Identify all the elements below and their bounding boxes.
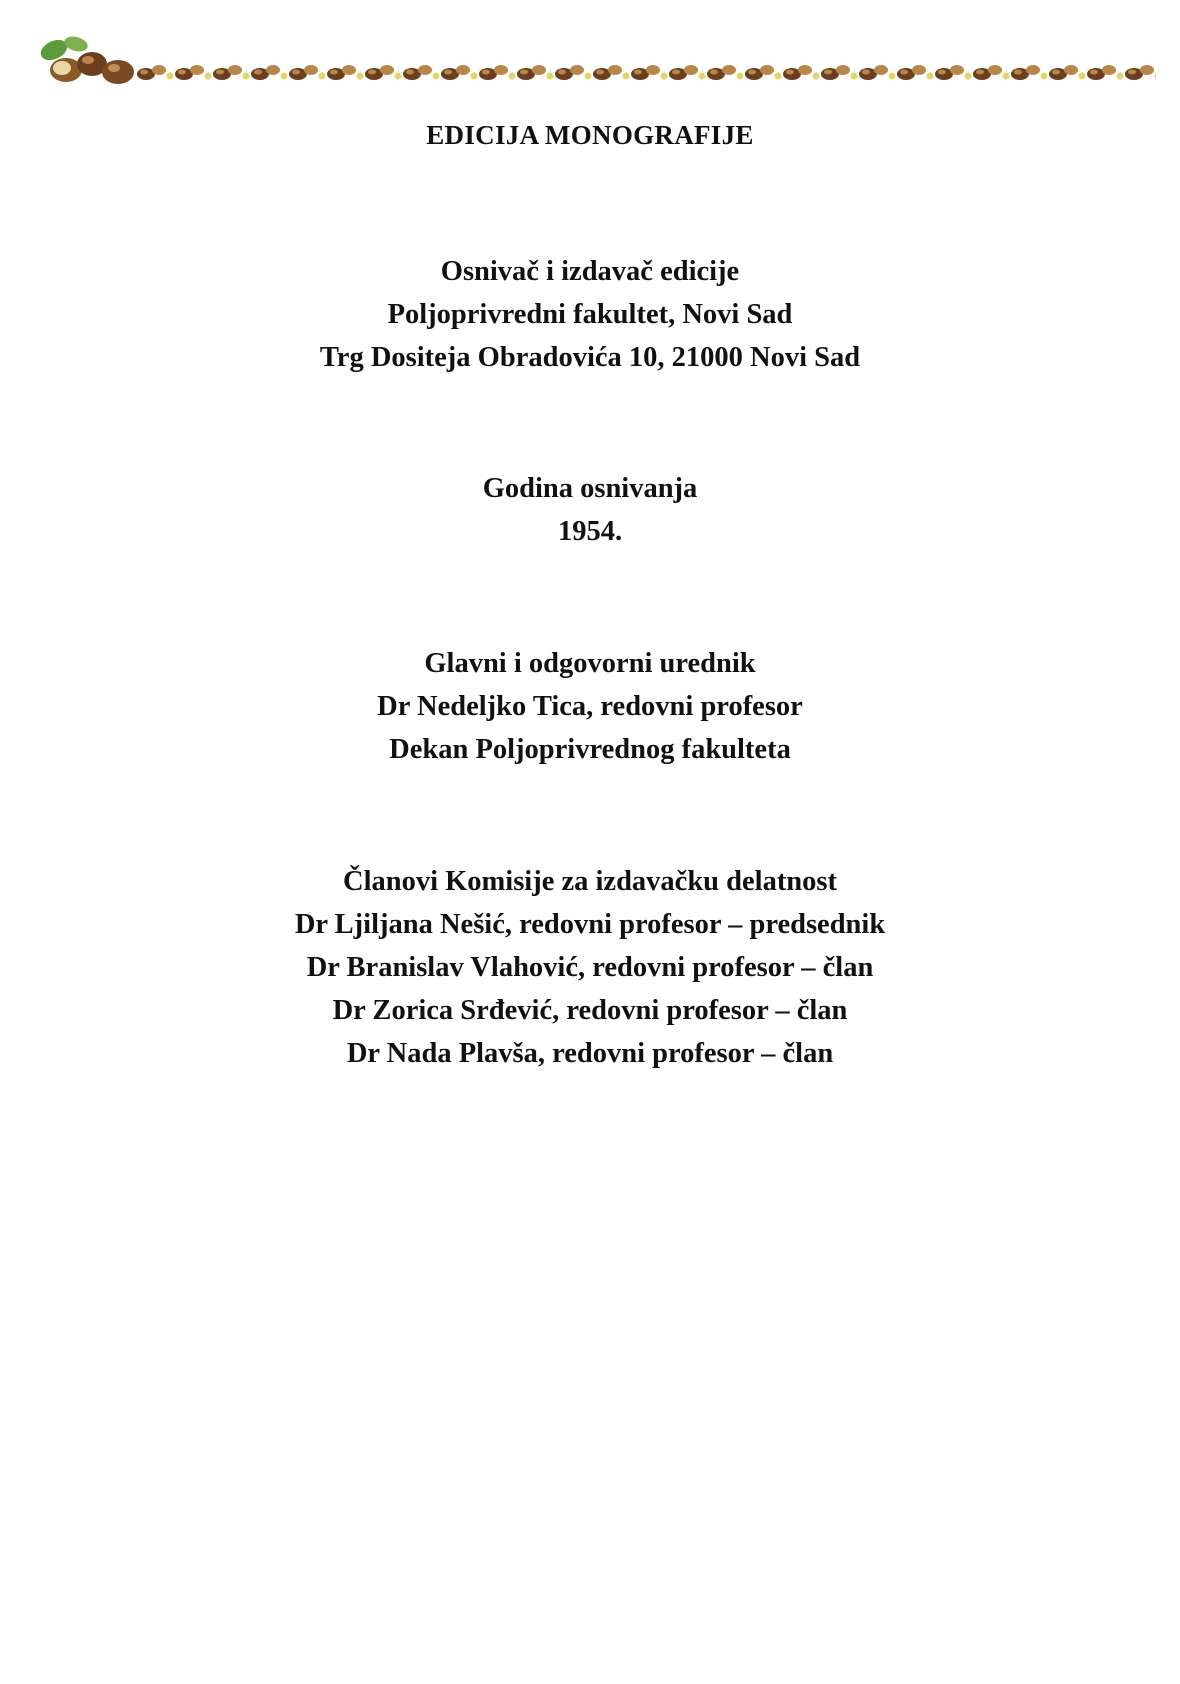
founded-year: 1954.	[557, 516, 623, 547]
editor-role: Dekan Poljoprivrednog fakulteta	[389, 734, 791, 765]
publisher-heading: Osnivač i izdavač edicije	[440, 256, 740, 287]
commission-section	[0, 860, 1180, 1075]
commission-member: Dr Zorica Srđević, redovni profesor – član	[332, 995, 848, 1026]
publisher-section	[0, 250, 1180, 379]
commission-member: Dr Ljiljana Nešić, redovni profesor – predsednik	[294, 909, 886, 940]
hazelnut-border-decoration	[36, 26, 1156, 96]
publisher-line: Poljoprivredni fakultet, Novi Sad	[387, 299, 793, 330]
editor-name: Dr Nedeljko Tica, redovni profesor	[377, 691, 803, 722]
edition-title: EDICIJA MONOGRAFIJE	[426, 120, 754, 150]
publisher-address: Trg Dositeja Obradovića 10, 21000 Novi Sad	[319, 342, 861, 373]
commission-heading: Članovi Komisije za izdavačku delatnost	[342, 866, 837, 897]
commission-member: Dr Branislav Vlahović, redovni profesor – član	[306, 952, 874, 983]
founded-section	[0, 467, 1180, 553]
commission-member: Dr Nada Plavša, redovni profesor – član	[346, 1038, 834, 1069]
hazelnut-garland-icon	[137, 65, 1156, 80]
editor-heading: Glavni i odgovorni urednik	[424, 648, 756, 679]
editor-section	[0, 642, 1180, 771]
founded-heading: Godina osnivanja	[482, 473, 698, 504]
leaf-cluster-icon	[38, 34, 134, 84]
